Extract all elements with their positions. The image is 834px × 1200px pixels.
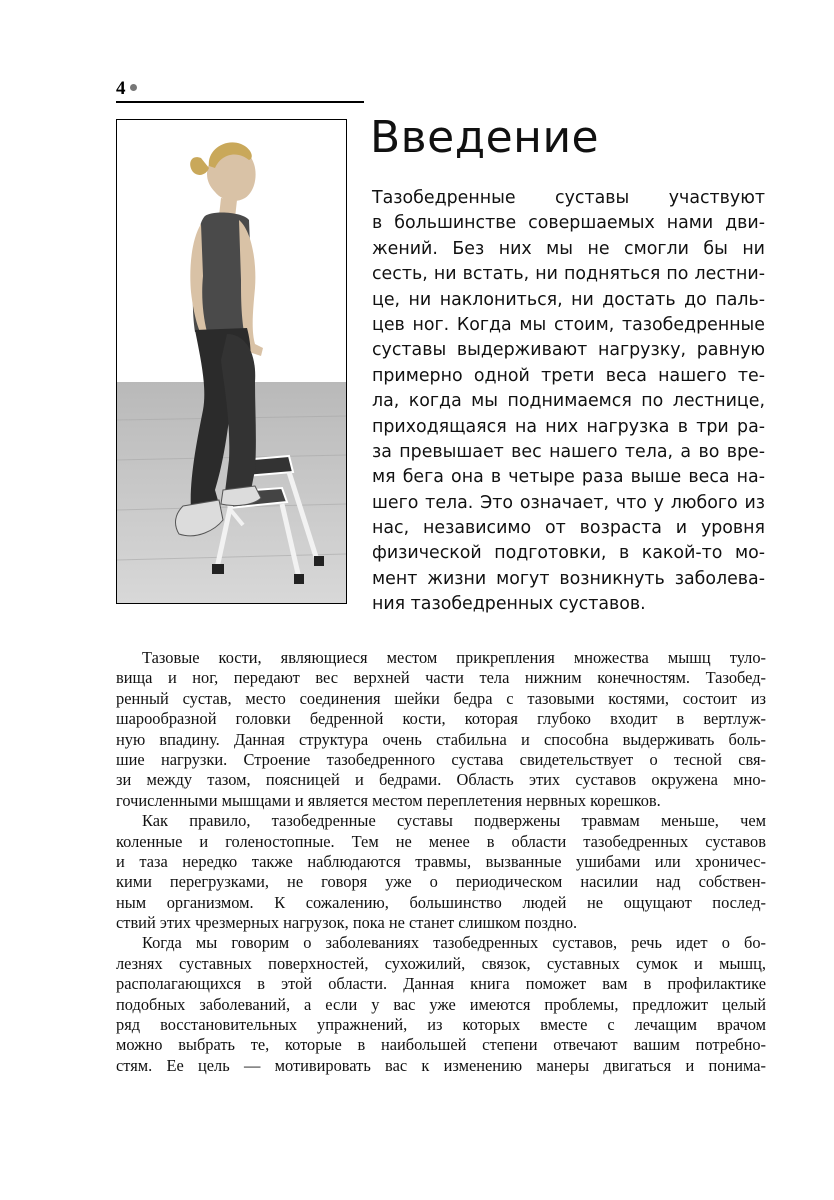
body-line: стям. Ее цель — мотивировать вас к изменению манеры двигаться и понима-	[116, 1055, 766, 1075]
body-line: Когда мы говорим о заболеваниях тазобедренных суставов, речь идет о бо-	[142, 933, 766, 953]
body-line: вища и ног, передают вес верхней части тела нижним конечностям. Тазобед-	[116, 668, 766, 688]
page-number: 4	[116, 78, 137, 100]
intro-line: шего тела. Это означает, что у любого из	[372, 492, 765, 513]
intro-line: примерно одной трети веса нашего те-	[372, 365, 765, 386]
intro-line: мент жизни могут возникнуть заболева-	[372, 568, 765, 589]
body-line: коленные и голеностопные. Тем не менее в области тазобедренных суставов	[116, 831, 766, 851]
exercise-photo	[116, 119, 347, 604]
intro-line: физической подготовки, в какой-то мо-	[372, 543, 765, 564]
intro-line: мя бега она в четыре раза выше веса на-	[372, 467, 765, 488]
body-line: ствий этих чрезмерных нагрузок, пока не станет слишком поздно.	[116, 913, 578, 933]
intro-line: в большинстве совершаемых нами дви-	[372, 213, 765, 234]
body-line: Как правило, тазобедренные суставы подвержены травмам меньше, чем	[142, 811, 766, 831]
intro-paragraph	[372, 186, 765, 618]
body-line: и таза нередко также наблюдаются травмы, вызванные ушибами или хроничес-	[116, 851, 766, 871]
body-line: кими перегрузками, не говоря уже о периодическом насилии над собствен-	[116, 872, 766, 892]
body-line: шарообразной головки бедренной кости, которая глубоко входит в вертлуж-	[116, 709, 766, 729]
intro-line: ния тазобедренных суставов.	[372, 594, 646, 615]
body-line: гочисленными мышцами и является местом переплетения нервных корешков.	[116, 790, 661, 810]
header-rule	[116, 101, 364, 103]
body-line: Тазовые кости, являющиеся местом прикрепления множества мышц туло-	[142, 648, 766, 667]
body-line: располагающихся в этой области. Данная книга поможет вам в профилактике	[116, 974, 766, 994]
intro-line: нас, независимо от возраста и уровня	[372, 518, 765, 539]
body-line: ную впадину. Данная структура очень стабильна и способна выдерживать боль-	[116, 729, 766, 749]
body-line: ряд восстановительных упражнений, из которых вместе с лечащим врачом	[116, 1015, 766, 1035]
body-text	[116, 648, 766, 1076]
body-line: ным организмом. К сожалению, большинство людей не ощущают послед-	[116, 892, 766, 912]
intro-line: цев ног. Когда мы стоим, тазобедренные	[372, 314, 765, 335]
body-line: можно выбрать те, которые в наибольшей степени отвечают вашим потребно-	[116, 1035, 766, 1055]
body-line: подобных заболеваний, а если у вас уже имеются проблемы, предложит целый	[116, 994, 766, 1014]
intro-line: ла, когда мы поднимаемся по лестнице,	[372, 391, 765, 412]
body-line: лезнях суставных поверхностей, сухожилий, связок, суставных сумок и мышц,	[116, 953, 766, 973]
intro-line: це, ни наклониться, ни достать до паль-	[372, 289, 765, 310]
intro-line: Тазобедренные суставы участвуют	[372, 188, 765, 208]
intro-line: за превышает вес нашего тела, а во вре-	[372, 441, 765, 462]
intro-line: приходящаяся на них нагрузка в три ра-	[372, 416, 765, 437]
body-line: ренный сустав, место соединения шейки бедра с тазовыми костями, состоит из	[116, 688, 766, 708]
body-line: шие нагрузки. Строение тазобедренного сустава свидетельствует о тесной свя-	[116, 749, 766, 769]
intro-line: суставы выдерживают нагрузку, равную	[372, 340, 765, 361]
chapter-title: Введение	[370, 112, 600, 163]
intro-line: жений. Без них мы не смогли бы ни	[372, 238, 765, 259]
bullet-dot	[130, 84, 137, 91]
body-line: зи между тазом, поясницей и бедрами. Область этих суставов окружена мно-	[116, 770, 766, 790]
intro-line: сесть, ни встать, ни подняться по лестни-	[372, 264, 765, 285]
